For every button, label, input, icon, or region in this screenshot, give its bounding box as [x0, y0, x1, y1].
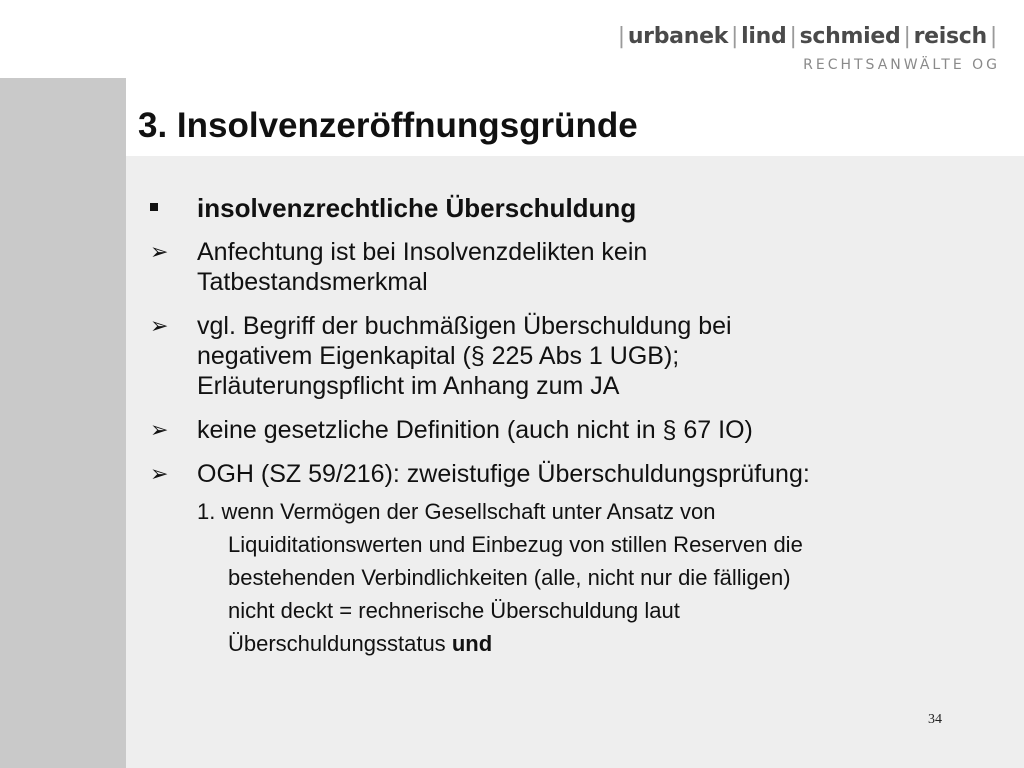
firm-logo	[615, 24, 1000, 73]
arrow-bullet-icon: ➢	[150, 313, 169, 338]
logo-name: urbanek	[627, 24, 729, 49]
logo-names: | urbanek | lind | schmied | reisch |	[617, 24, 997, 49]
arrow-bullet-icon: ➢	[150, 461, 169, 486]
sub-bullet-text: Liquiditationswerten und Einbezug von stillen Reserven die	[228, 532, 803, 557]
square-bullet-icon	[150, 203, 158, 211]
bullet-text: OGH (SZ 59/216): zweistufige Überschuldungsprüfung:	[197, 460, 810, 488]
bullet-text: insolvenzrechtliche Überschuldung	[197, 193, 637, 223]
arrow-bullet-icon: ➢	[150, 417, 169, 442]
slide-title: 3. Insolvenzeröffnungsgründe	[138, 106, 638, 145]
bullet-item	[150, 193, 980, 223]
bullet-text: Tatbestandsmerkmal	[197, 268, 428, 296]
left-decor-band	[0, 78, 126, 768]
bullet-item	[150, 459, 980, 489]
sub-bullet-text-last	[197, 627, 980, 660]
logo-subtitle: RECHTSANWÄLTE OG	[803, 57, 1000, 73]
sub-bullet-text: bestehenden Verbindlichkeiten (alle, nicht nur die fälligen)	[228, 565, 791, 590]
emphasis-text: und	[451, 631, 493, 656]
bullet-text: Erläuterungspflicht im Anhang zum JA	[197, 372, 620, 400]
bullet-text: keine gesetzliche Definition (auch nicht in § 67 IO)	[197, 416, 753, 444]
bullet-list	[150, 193, 980, 660]
bullet-text: negativem Eigenkapital (§ 225 Abs 1 UGB);	[197, 342, 680, 370]
sub-bullet-text: Überschuldungsstatus	[228, 631, 446, 656]
bullet-item	[150, 311, 980, 401]
logo-name: lind	[741, 24, 787, 49]
logo-name: reisch	[913, 24, 987, 49]
bullet-text: vgl. Begriff der buchmäßigen Überschuldung bei	[197, 312, 732, 340]
page-number: 34	[928, 712, 942, 727]
logo-name: schmied	[799, 24, 901, 49]
bullet-text: Anfechtung ist bei Insolvenzdelikten kein	[197, 238, 648, 266]
arrow-bullet-icon: ➢	[150, 239, 169, 264]
sub-bullet-text: 1. wenn Vermögen der Gesellschaft unter Ansatz von	[197, 499, 716, 524]
bullet-item	[150, 415, 980, 445]
sub-bullet-text: nicht deckt = rechnerische Überschuldung laut	[228, 598, 680, 623]
sub-bullet-item	[150, 495, 980, 660]
bullet-item	[150, 237, 980, 297]
